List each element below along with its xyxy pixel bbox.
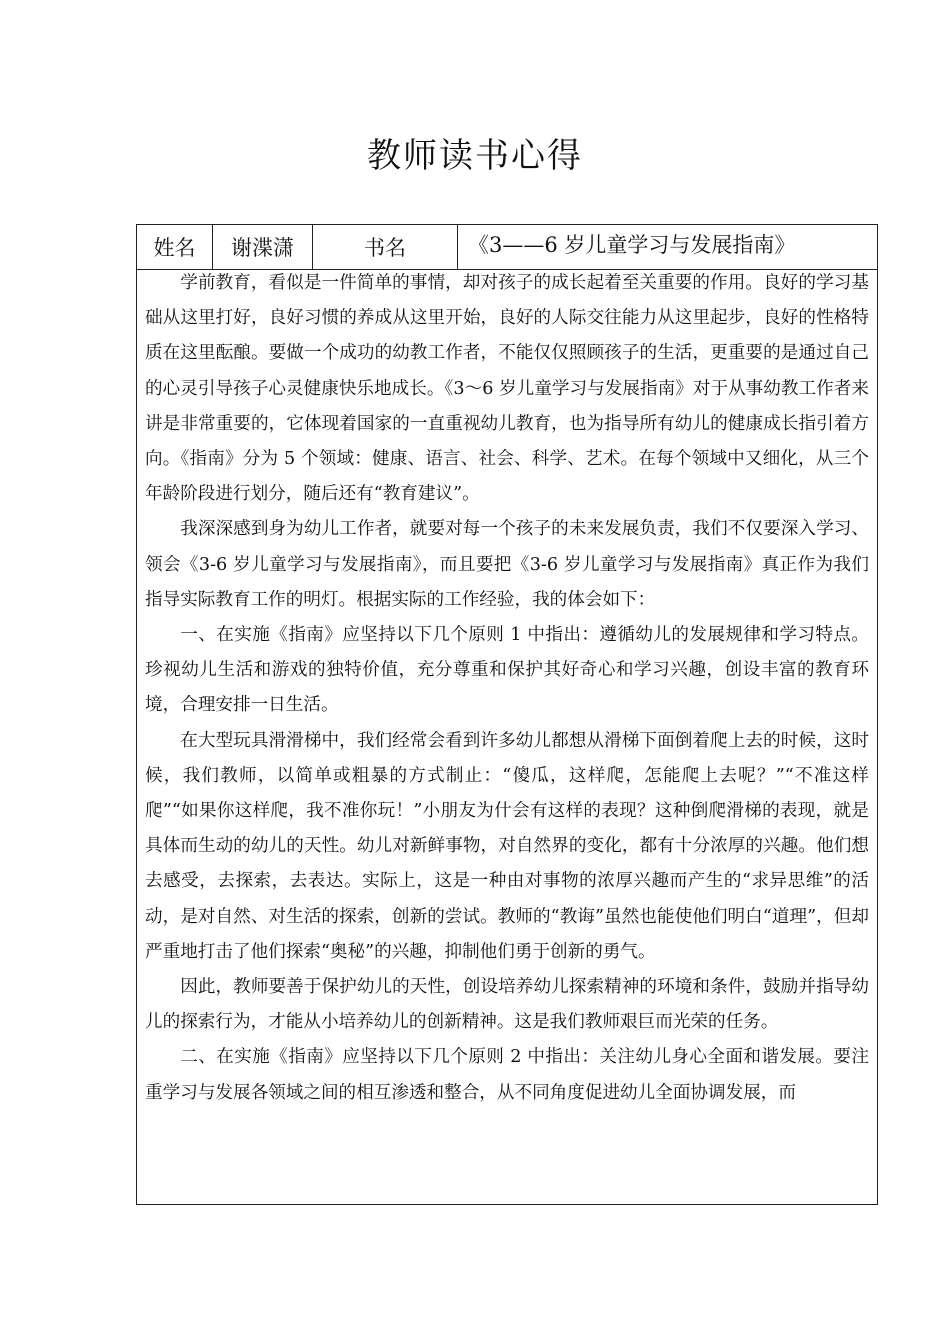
page-title: 教师读书心得 bbox=[367, 136, 583, 176]
paragraph: 我深深感到身为幼儿工作者，就要对每一个孩子的未来发展负责，我们不仅要深入学习、领会《3-6 岁儿童学习与发展指南》，而且要把《3-6 岁儿童学习与发展指南》真正作为我们指导实际教育工作的明灯。根据实际的工作经验，我的体会如下： bbox=[145, 519, 869, 610]
name-label: 姓名 bbox=[137, 225, 213, 270]
body-row bbox=[137, 270, 878, 1205]
paragraph: 二、在实施《指南》应坚持以下几个原则 2 中指出：关注幼儿身心全面和谐发展。要注重学习与发展各领域之间的相互渗透和整合，从不同角度促进幼儿全面协调发展，而 bbox=[145, 1047, 869, 1103]
reading-notes-table bbox=[136, 224, 878, 1205]
body-content bbox=[137, 270, 878, 1205]
paragraph: 学前教育，看似是一件简单的事情，却对孩子的成长起着至关重要的作用。良好的学习基础从这里打好，良好习惯的养成从这里开始，良好的人际交往能力从这里起步，良好的性格特质在这里酝酿。要做一个成功的幼教工作者，不能仅仅照顾孩子的生活，更重要的是通过自己的心灵引导孩子心灵健康快乐地成长。《3～6 岁儿童学习与发展指南》对于从事幼教工作者来讲是非常重要的，它体现着国家的一直重视幼儿教育，也为指导所有幼儿的健康成长指引着方向。《指南》分为 5 个领域：健康、语言、社会、科学、艺术。在每个领域中又细化，从三个年龄阶段进行划分，随后还有“教育建议”。 bbox=[145, 273, 869, 505]
paragraph: 在大型玩具滑滑梯中，我们经常会看到许多幼儿都想从滑梯下面倒着爬上去的时候，这时候，我们教师，以简单或粗暴的方式制止：“傻瓜，这样爬，怎能爬上去呢？”“不准这样爬”“如果你这样爬，我不准你玩！”小朋友为什会有这样的表现？这种倒爬滑梯的表现，就是具体而生动的幼儿的天性。幼儿对新鲜事物，对自然界的变化，都有十分浓厚的兴趣。他们想去感受，去探索，去表达。实际上，这是一种由对事物的浓厚兴趣而产生的“求异思维”的活动，是对自然、对生活的探索，创新的尝试。教师的“教诲”虽然也能使他们明白“道理”，但却严重地打击了他们探索“奥秘”的兴趣，抑制他们勇于创新的勇气。 bbox=[145, 730, 869, 962]
book-value: 《3——6 岁儿童学习与发展指南》 bbox=[458, 225, 878, 270]
paragraph: 因此，教师要善于保护幼儿的天性，创设培养幼儿探索精神的环境和条件，鼓励并指导幼儿的探索行为，才能从小培养幼儿的创新精神。这是我们教师艰巨而光荣的任务。 bbox=[145, 977, 869, 1033]
paragraph: 一、在实施《指南》应坚持以下几个原则 1 中指出：遵循幼儿的发展规律和学习特点。珍视幼儿生活和游戏的独特价值，充分尊重和保护其好奇心和学习兴趣，创设丰富的教育环境，合理安排一日生活。 bbox=[145, 625, 869, 716]
header-row bbox=[137, 225, 878, 270]
name-value: 谢渫潇 bbox=[213, 225, 313, 270]
book-label: 书名 bbox=[313, 225, 458, 270]
